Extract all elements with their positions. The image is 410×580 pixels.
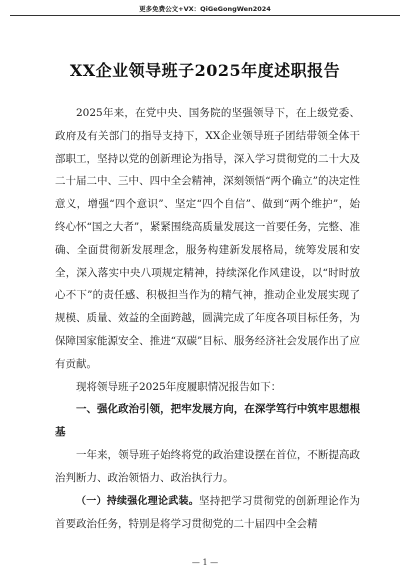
header-note: 更多免费公文+VX：QiGeGongWen2024: [139, 5, 271, 13]
subsection-text: 坚持把学习贯彻党的创新理论作为首要政治任务，特别是将学习贯彻党的二十届四中全会精: [55, 494, 360, 531]
section-heading: 一、强化政治引领，把牢发展方向，在深学笃行中筑牢思想根基: [55, 403, 360, 439]
transition-paragraph: 现将领导班子2025年度履职情况报告如下：: [76, 380, 282, 393]
intro-paragraph: 2025年来，在党中央、国务院的坚强领导下，在上级党委、政府及有关部门的指导支持下，XX企业领导班子团结带领全体干部职工，坚持以党的创新理论为指导，深入学习贯彻党的二十大及二十届二中、三中、四中全会精神，深刻领悟“两个确立”的决定性意义，增强“四个意识”、坚定“四个自信”、做到“两个维护”，始终心怀“国之大者”，紧紧围绕高质量发展这一首要任务，完整、准确、全面贯彻新发展理念，服务构建新发展格局，统筹发展和安全，深入落实中央八项规定精神，持续深化作风建设，以“时时放心不下”的责任感、积极担当作为的精气神，推动企业发展实现了规模、质量、效益的全面跨越，圆满完成了年度各项目标任务，为保障国家能源安全、推进“双碳”目标、服务经济社会发展作出了应有贡献。: [55, 107, 360, 370]
subsection-paragraph: [55, 490, 360, 537]
subsection-heading: （一）持续强化理论武装。: [76, 495, 199, 507]
page-number: — 1 —: [191, 558, 219, 567]
section-paragraph: 一年来，领导班子始终将党的政治建设摆在首位，不断提高政治判断力、政治领悟力、政治执行力。: [55, 448, 360, 484]
document-title: XX企业领导班子2025年度述职报告: [69, 61, 341, 80]
document-body: [55, 102, 360, 536]
header-rule: [10, 15, 400, 16]
